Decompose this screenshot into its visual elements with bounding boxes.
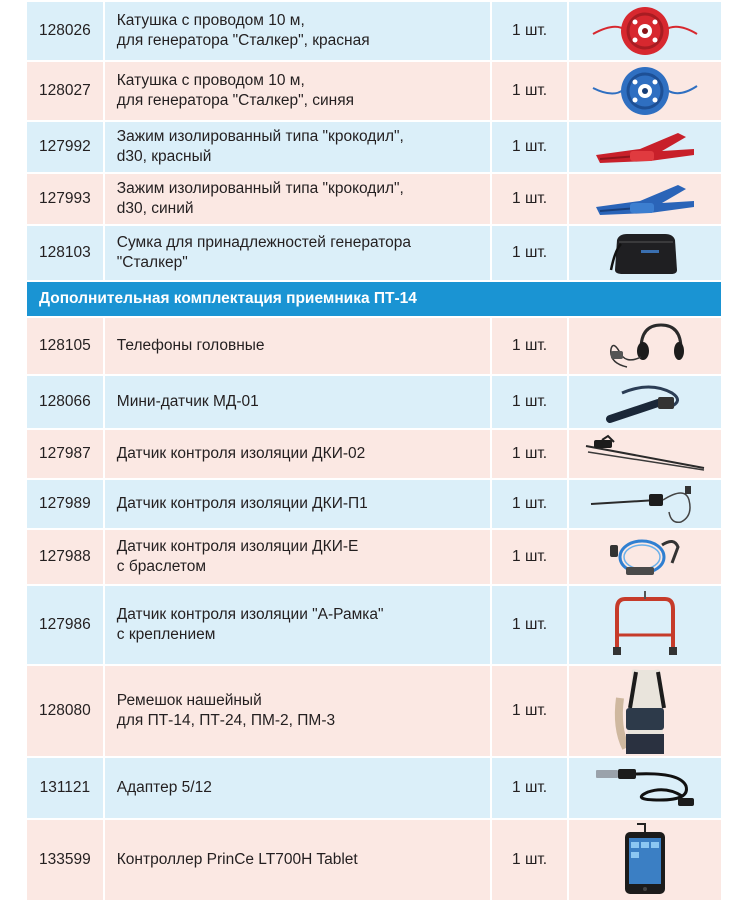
red-crocodile-clip-icon [590, 125, 700, 169]
item-qty: 1 шт. [492, 318, 568, 374]
item-name-text: Сумка для принадлежностей генератора "Сталкер" [116, 234, 412, 271]
item-image [569, 586, 721, 664]
item-image [569, 376, 721, 428]
insulation-probe-dkip1-icon [585, 482, 705, 526]
table-row [27, 758, 721, 818]
item-qty: 1 шт. [492, 174, 568, 224]
item-image [569, 758, 721, 818]
item-name [105, 2, 490, 60]
item-image [569, 430, 721, 478]
item-code: 127987 [27, 430, 103, 478]
table-row [27, 62, 721, 120]
item-name [105, 530, 490, 584]
item-image [569, 318, 721, 374]
item-name-text: Ремешок нашейный для ПТ-14, ПТ-24, ПМ-2, ПМ-3 [116, 692, 336, 729]
item-code: 131121 [27, 758, 103, 818]
tablet-controller-icon [615, 822, 675, 898]
table-row [27, 820, 721, 900]
item-code: 128105 [27, 318, 103, 374]
item-qty: 1 шт. [492, 430, 568, 478]
item-image [569, 226, 721, 280]
item-code: 127988 [27, 530, 103, 584]
item-name-text: Телефоны головные [116, 337, 265, 354]
neck-strap-icon [610, 668, 680, 754]
item-qty: 1 шт. [492, 666, 568, 756]
item-code: 127989 [27, 480, 103, 528]
table-row [27, 2, 721, 60]
item-name-text: Катушка с проводом 10 м, для генератора "Сталкер", синяя [116, 72, 355, 109]
item-qty: 1 шт. [492, 122, 568, 172]
item-image [569, 820, 721, 900]
item-name [105, 430, 490, 478]
table-row [27, 586, 721, 664]
table-row [27, 376, 721, 428]
item-name [105, 62, 490, 120]
item-code: 128026 [27, 2, 103, 60]
item-name-text: Контроллер PrinCe LT700H Tablet [116, 851, 358, 868]
item-name-text: Датчик контроля изоляции ДКИ-02 [116, 445, 366, 462]
item-name [105, 758, 490, 818]
item-name-text: Датчик контроля изоляции "А-Рамка" с креплением [116, 606, 384, 643]
usb-adapter-cable-icon [590, 762, 700, 814]
wrist-strap-probe-icon [600, 533, 690, 581]
item-qty: 1 шт. [492, 530, 568, 584]
item-code: 128027 [27, 62, 103, 120]
item-image [569, 480, 721, 528]
item-name [105, 122, 490, 172]
table-row [27, 122, 721, 172]
item-qty: 1 шт. [492, 758, 568, 818]
section-header: Дополнительная комплектация приемника ПТ-14 [27, 282, 721, 316]
item-code: 128080 [27, 666, 103, 756]
table-row [27, 226, 721, 280]
item-qty: 1 шт. [492, 2, 568, 60]
table-row [27, 666, 721, 756]
item-name-text: Адаптер 5/12 [116, 779, 212, 796]
item-code: 128103 [27, 226, 103, 280]
item-name-text: Датчик контроля изоляции ДКИ-П1 [116, 495, 368, 512]
item-name [105, 480, 490, 528]
red-cable-reel-icon [585, 4, 705, 58]
table-row [27, 174, 721, 224]
item-name-text: Мини-датчик МД-01 [116, 393, 259, 410]
item-code: 128066 [27, 376, 103, 428]
item-qty: 1 шт. [492, 586, 568, 664]
item-image [569, 122, 721, 172]
item-image [569, 62, 721, 120]
item-image [569, 2, 721, 60]
a-frame-icon [605, 589, 685, 661]
item-name-text: Катушка с проводом 10 м, для генератора "Сталкер", красная [116, 12, 370, 49]
item-name [105, 820, 490, 900]
item-qty: 1 шт. [492, 62, 568, 120]
item-name [105, 586, 490, 664]
item-name [105, 226, 490, 280]
insulation-probe-dki02-icon [580, 434, 710, 474]
table-row [27, 318, 721, 374]
item-name [105, 318, 490, 374]
table-row [27, 480, 721, 528]
accessory-bag-icon [605, 230, 685, 276]
item-name-text: Зажим изолированный типа "крокодил", d30, красный [116, 128, 404, 165]
table-row [27, 530, 721, 584]
item-name [105, 376, 490, 428]
item-code: 127992 [27, 122, 103, 172]
blue-crocodile-clip-icon [590, 177, 700, 221]
item-code: 127986 [27, 586, 103, 664]
item-name-text: Датчик контроля изоляции ДКИ-Е с браслетом [116, 538, 359, 575]
item-qty: 1 шт. [492, 480, 568, 528]
item-image [569, 174, 721, 224]
blue-cable-reel-icon [585, 64, 705, 118]
table-row [27, 430, 721, 478]
item-name-text: Зажим изолированный типа "крокодил", d30, синий [116, 180, 404, 217]
item-image [569, 530, 721, 584]
item-qty: 1 шт. [492, 820, 568, 900]
item-name [105, 174, 490, 224]
item-code: 127993 [27, 174, 103, 224]
item-qty: 1 шт. [492, 226, 568, 280]
headphones-icon [605, 321, 685, 371]
item-code: 133599 [27, 820, 103, 900]
item-qty: 1 шт. [492, 376, 568, 428]
mini-sensor-icon [600, 379, 690, 425]
item-name [105, 666, 490, 756]
item-image [569, 666, 721, 756]
